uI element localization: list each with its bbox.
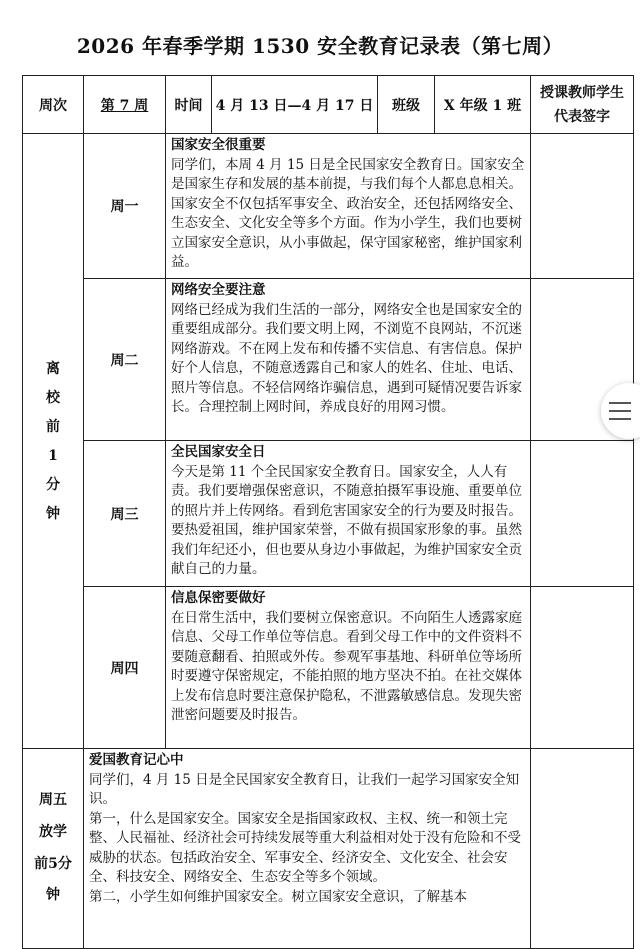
- lesson-body: 同学们，4 月 15 日是全民国家安全教育日，让我们一起学习国家安全知识。: [89, 771, 520, 807]
- lesson-heading: 网络安全要注意: [171, 282, 266, 298]
- signature-cell: [531, 749, 634, 949]
- lesson-paragraph: 第二，小学生如何维护国家安全。树立国家安全意识，了解基本: [89, 888, 467, 905]
- lesson-content: [84, 749, 531, 949]
- signature-cell: [531, 441, 634, 587]
- lesson-body: 今天是第 11 个全民国家安全教育日。国家安全，人人有责。我们要增强保密意识，不随意拍摄军事设施、重要单位的照片并上传网络。看到危害国家安全的行为要及时报告。要热爱祖国，维护国家荣誉，不做有损国家形象的事。虽然我们年纪还小，但也要从身边小事做起，为维护国家安全贡献自己的力量。: [171, 463, 522, 577]
- signature-cell: [531, 134, 634, 279]
- header-time-col: 时间: [166, 76, 212, 134]
- page-title: 2026 年春季学期 1530 安全教育记录表（第七周）: [76, 34, 564, 58]
- header-row: [23, 76, 634, 134]
- table-row: [23, 279, 634, 441]
- week-number: 第 7 周: [100, 97, 149, 114]
- lesson-body: 网络已经成为我们生活的一部分，网络安全也是国家安全的重要组成部分。我们要文明上网，不浏览不良网站，不沉迷网络游戏。不在网上发布和传播不实信息、有害信息。保护好个人信息，不随意透露自己和家人的姓名、住址、电话、照片等信息。不轻信网络诈骗信息，遇到可疑情况要告诉家长。合理控制上网时间，养成良好的用网习惯。: [171, 301, 522, 415]
- table-row: [23, 441, 634, 587]
- header-date-range: 4 月 13 日—4 月 17 日: [212, 76, 378, 134]
- table-row: [23, 587, 634, 749]
- header-class-col: 班级: [378, 76, 435, 134]
- day-label: 周三: [84, 441, 166, 587]
- table-row: [23, 134, 634, 279]
- lesson-heading: 爱国教育记心中: [89, 752, 184, 768]
- table-row: [23, 749, 634, 949]
- group-label-before-leaving: 离 校 前 1 分 钟: [23, 134, 84, 749]
- header-sign-col: 授课教师学生代表签字: [531, 76, 634, 134]
- header-week-col: 周次: [23, 76, 84, 134]
- header-week-value: [84, 76, 166, 134]
- day-label: 周一: [84, 134, 166, 279]
- lesson-content: [166, 587, 531, 749]
- day-label: 周二: [84, 279, 166, 441]
- lesson-content: [166, 134, 531, 279]
- lesson-body: 在日常生活中，我们要树立保密意识。不向陌生人透露家庭信息、父母工作单位等信息。看到父母工作中的文件资料不要随意翻看、拍照或外传。参观军事基地、科研单位等场所时要遵守保密规定，不能拍照的地方坚决不拍。在社交媒体上发布信息时要注意保护隐私，不泄露敏感信息。发现失密泄密问题要及时报告。: [171, 609, 522, 723]
- day-label: 周四: [84, 587, 166, 749]
- group-label-friday: 周五 放学 前5分 钟: [23, 749, 84, 949]
- header-class-value: X 年级 1 班: [435, 76, 531, 134]
- lesson-content: [166, 279, 531, 441]
- lesson-heading: 信息保密要做好: [171, 590, 266, 606]
- signature-cell: [531, 587, 634, 749]
- lesson-content: [166, 441, 531, 587]
- lesson-paragraph: 第一，什么是国家安全。国家安全是指国家政权、主权、统一和领土完整、人民福祉、经济社会可持续发展等重大利益相对处于没有危险和不受威胁的状态。包括政治安全、军事安全、经济安全、文化安全、社会安全、科技安全、网络安全、生态安全等多个领域。: [89, 810, 521, 885]
- lesson-body: 同学们，本周 4 月 15 日是全民国家安全教育日。国家安全是国家生存和发展的基本前提，与我们每个人都息息相关。国家安全不仅包括军事安全、政治安全，还包括网络安全、生态安全、文化安全等多个方面。作为小学生，我们也要树立国家安全意识，从小事做起，保守国家秘密，维护国家利益。: [171, 156, 525, 270]
- record-table: [22, 75, 634, 949]
- lesson-heading: 全民国家安全日: [171, 444, 266, 460]
- lesson-heading: 国家安全很重要: [171, 137, 266, 153]
